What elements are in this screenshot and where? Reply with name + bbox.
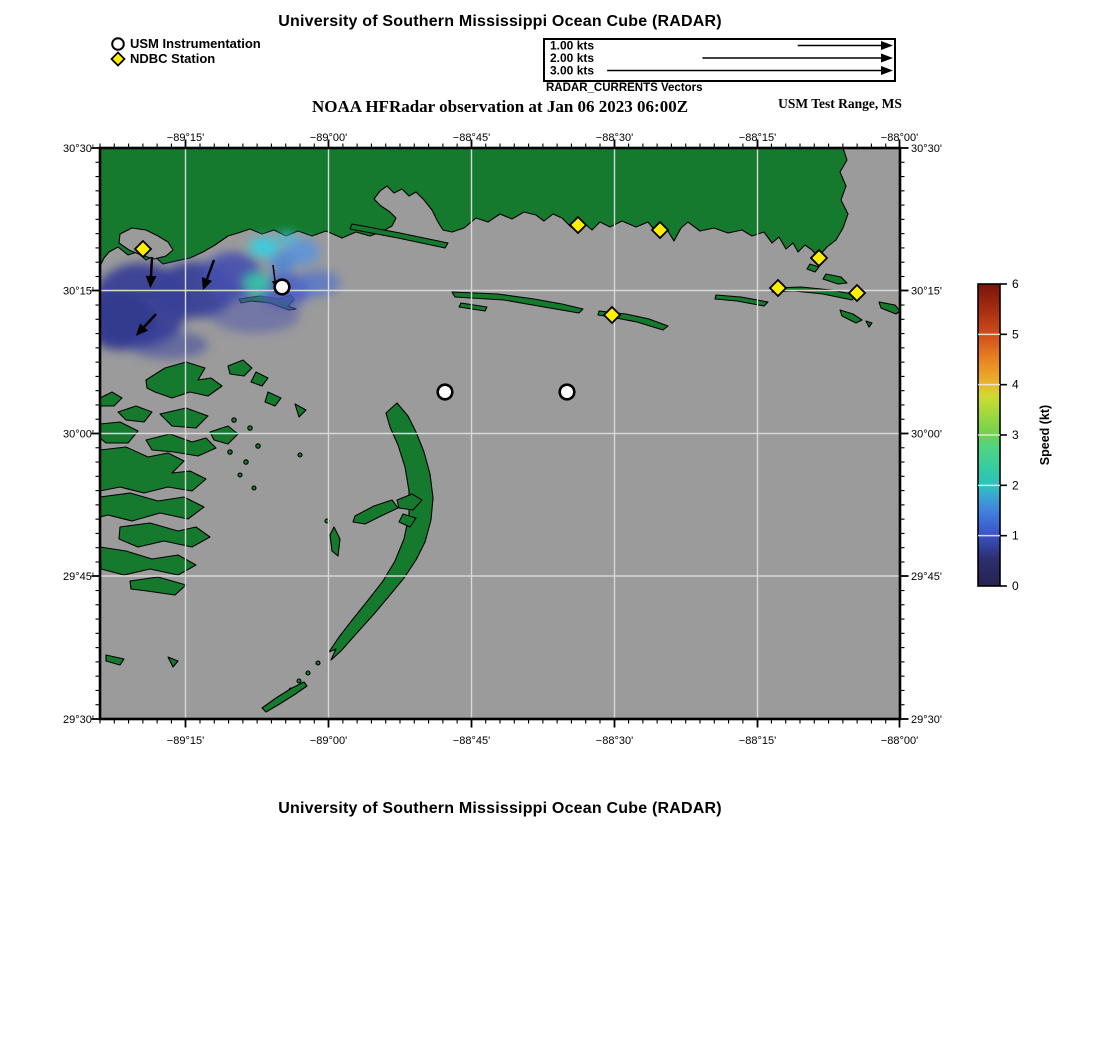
legend-label-ndbc: NDBC Station [130, 51, 216, 66]
x-tick-label-bottom: −88°30' [595, 735, 634, 747]
scale-row-label: 2.00 kts [550, 51, 595, 65]
marsh-islet [232, 418, 236, 422]
vector-shaft [151, 257, 152, 276]
colorbar-tick-label: 1 [1012, 528, 1019, 543]
marsh-islet [238, 473, 242, 477]
islet [297, 679, 301, 683]
x-tick-label-top: −89°15' [166, 132, 205, 144]
x-tick-label-bottom: −88°15' [738, 735, 777, 747]
x-tick-label-bottom: −89°00' [309, 735, 348, 747]
scale-arrowhead [881, 66, 893, 75]
y-tick-label-left: 29°45' [63, 571, 94, 583]
map-subtitle: NOAA HFRadar observation at Jan 06 2023 06:00Z [311, 97, 689, 116]
colorbar-tick-label: 3 [1012, 428, 1019, 442]
colorbar-tick-label: 5 [1012, 327, 1019, 342]
scale-row-label: 1.00 kts [550, 38, 595, 53]
colorbar-tick-label: 4 [1012, 377, 1019, 392]
usm-station-marker [438, 385, 453, 400]
usm-station-marker [275, 280, 290, 295]
colorbar-tick-label: 6 [1012, 277, 1019, 291]
map-area [84, 148, 900, 719]
speed-patch [296, 270, 340, 296]
y-tick-label-left: 29°30' [63, 714, 94, 726]
islet [316, 661, 320, 665]
y-tick-label-left: 30°00' [63, 428, 94, 441]
x-tick-label-top: −88°15' [738, 132, 777, 144]
y-tick-label-left: 30°30' [63, 143, 94, 155]
scale-arrowhead [881, 54, 893, 63]
marsh-islet [228, 450, 232, 454]
speed-patch [249, 237, 279, 257]
x-tick-label-bottom: −88°00' [880, 735, 919, 747]
page-title: University of Southern Mississippi Ocean Cube (RADAR) [278, 13, 722, 30]
speed-patch [277, 231, 297, 245]
y-tick-label-right: 30°30' [911, 143, 942, 155]
speed-patch [210, 297, 300, 333]
marsh-islet [244, 460, 248, 464]
marsh-islet [248, 426, 252, 430]
legend-label-usm: USM Instrumentation [130, 36, 261, 51]
x-tick-label-bottom: −89°15' [166, 735, 205, 747]
marsh-islet [252, 486, 256, 490]
y-tick-label-left: 30°15' [63, 285, 94, 298]
speed-patch [128, 331, 208, 359]
islet [306, 671, 310, 675]
x-tick-label-top: −89°00' [309, 132, 348, 144]
speed-patch [269, 252, 295, 274]
scale-row-label: 3.00 kts [550, 63, 595, 78]
marsh-islet [256, 444, 260, 448]
marsh-islet [298, 453, 302, 457]
y-tick-label-right: 29°30' [911, 714, 942, 726]
x-tick-label-top: −88°30' [595, 132, 634, 144]
usm-station-marker [560, 385, 575, 400]
colorbar-tick-label: 2 [1012, 478, 1019, 493]
vector-scale-caption: RADAR_CURRENTS Vectors [546, 82, 703, 94]
y-tick-label-right: 30°00' [911, 428, 942, 441]
y-tick-label-right: 30°15' [911, 285, 942, 298]
figure-footer-title: University of Southern Mississippi Ocean Cube (RADAR) [278, 800, 722, 817]
vector-scale-rows [550, 39, 893, 78]
colorbar-tick-label: 0 [1012, 579, 1019, 593]
region-label: USM Test Range, MS [778, 96, 902, 111]
scale-arrowhead [881, 41, 893, 50]
x-tick-label-top: −88°45' [452, 132, 491, 144]
colorbar-title: Speed (kt) [1038, 404, 1052, 466]
x-tick-label-bottom: −88°45' [452, 735, 491, 747]
x-tick-label-top: −88°00' [880, 132, 919, 144]
y-tick-label-right: 29°45' [911, 571, 942, 583]
colorbar [978, 277, 1052, 593]
